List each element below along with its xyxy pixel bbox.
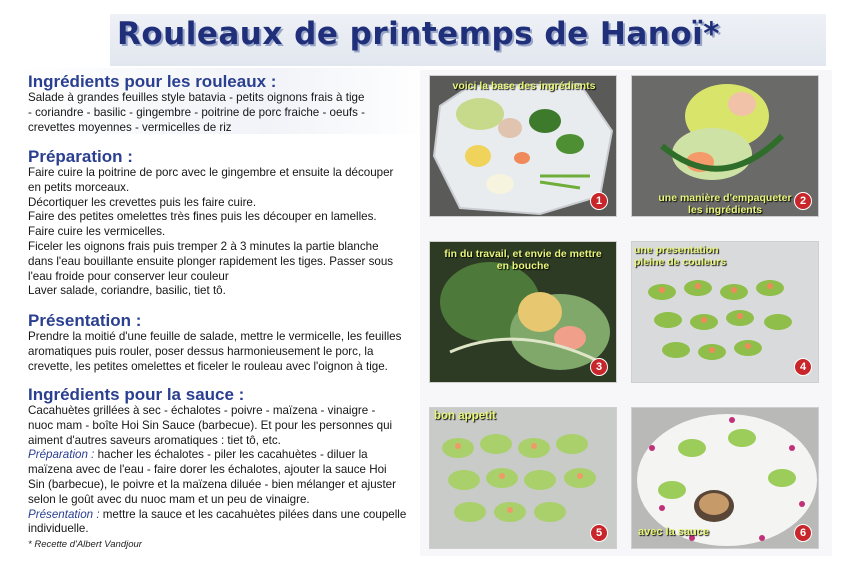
photo-caption: avec la sauce: [638, 526, 709, 538]
photo-number-badge: 1: [590, 192, 608, 210]
footnote: * Recette d'Albert Vandjour: [28, 539, 142, 551]
presentation-line: Prendre la moitié d'une feuille de salade, mettre le vermicelle, les feuilles: [28, 330, 402, 343]
presentation-section: [28, 311, 401, 374]
photo-caption: fin du travail, et envie de mettre en bouche: [444, 248, 602, 272]
photo-number-badge: 3: [590, 358, 608, 376]
photo-bon-appetit-image: [430, 408, 616, 548]
photo-ingredients-base-image: [430, 76, 616, 216]
sauce-pres-line: individuelle.: [28, 522, 89, 536]
page-title: Rouleaux de printemps de Hanoï*: [117, 16, 721, 52]
photo-colorful-presentation: [632, 242, 818, 382]
sauce-line: nuoc mam - boîte Hoi Sin Sauce (barbecue). Et pour les personnes qui: [28, 418, 393, 432]
presentation-line: crevette, les petites omelettes et ficeler le rouleau avec l'oignon à tige.: [28, 359, 388, 373]
ingredients-line: crevettes moyennes - vermicelles de riz: [28, 120, 232, 134]
sauce-pres-line: [28, 508, 406, 523]
ingredients-line: Salade à grandes feuilles style batavia - petits oignons frais à tige: [28, 91, 365, 104]
preparation-line: Laver salade, coriandre, basilic, tiet tô.: [28, 284, 226, 298]
preparation-section: [28, 147, 393, 299]
sauce-pres-text: mettre la sauce et les cacahuètes pilées dans une coupelle: [99, 507, 407, 521]
sauce-prep-text: hacher les échalotes - piler les cacahuètes - diluer la: [94, 448, 368, 462]
photo-number-badge: 2: [794, 192, 812, 210]
photo-caption: voici la base des ingrédients: [452, 80, 596, 92]
sauce-section: [28, 385, 406, 560]
ingredients-line: - coriandre - basilic - gingembre - poitrine de porc fraiche - oeufs -: [28, 105, 366, 119]
sauce-prep-line: [28, 448, 406, 463]
ingredients-heading: Ingrédients pour les rouleaux :: [28, 72, 277, 91]
presentation-heading: Présentation :: [28, 311, 142, 330]
preparation-line: Décortiquer les crevettes puis les faire cuire.: [28, 195, 257, 209]
sauce-line: Cacahuètes grillées à sec - échalotes - poivre - maïzena - vinaigre -: [28, 404, 376, 417]
photo-caption: une presentation pleine de couleurs: [634, 244, 727, 268]
photo-caption: une manière d'empaqueter les ingrédients: [658, 192, 792, 216]
sauce-prep-line: selon le goût avec du nuoc mam et un peu de vinaigre.: [28, 492, 310, 506]
photo-with-sauce: [632, 408, 818, 548]
preparation-heading: Préparation :: [28, 147, 133, 166]
ingredients-section: [28, 72, 365, 135]
preparation-line: l'eau froide pour conserver leur couleur: [28, 269, 229, 283]
preparation-line: dans l'eau bouillante ensuite plonger rapidement les tiges. Passer sous: [28, 254, 394, 268]
preparation-line: Faire cuire les vermicelles.: [28, 225, 166, 239]
sauce-prep-label: Préparation :: [28, 448, 95, 462]
preparation-line: Ficeler les oignons frais puis tremper 2 à 3 minutes la partie blanche: [28, 239, 379, 253]
photo-ingredients-base: [430, 76, 616, 216]
sauce-pres-label: Présentation :: [28, 507, 100, 521]
photo-wrapping: [632, 76, 818, 216]
preparation-line: en petits morceaux.: [28, 180, 130, 194]
sauce-line: aiment d'autres saveurs aromatiques : tiet tô, etc.: [28, 433, 281, 447]
presentation-line: aromatiques puis rouler, poser dessus harmonieusement le porc, la: [28, 344, 374, 358]
photo-bon-appetit: [430, 408, 616, 548]
photo-number-badge: 5: [590, 524, 608, 542]
sauce-prep-line: maïzena avec de l'eau - faire dorer les échalotes, ajouter la sauce Hoi: [28, 463, 387, 477]
photo-number-badge: 4: [794, 358, 812, 376]
photo-number-badge: 6: [794, 524, 812, 542]
sauce-heading: Ingrédients pour la sauce :: [28, 385, 245, 404]
photo-caption: bon appetit: [434, 410, 496, 422]
preparation-line: Faire cuire la poitrine de porc avec le gingembre et ensuite la découper: [28, 166, 394, 179]
sauce-prep-line: Sin (barbecue), le poivre et la maïzena diluée - bien mélanger et ajuster: [28, 477, 396, 491]
preparation-line: Faire des petites omelettes très fines puis les découper en lamelles.: [28, 210, 377, 224]
photo-finished: [430, 242, 616, 382]
